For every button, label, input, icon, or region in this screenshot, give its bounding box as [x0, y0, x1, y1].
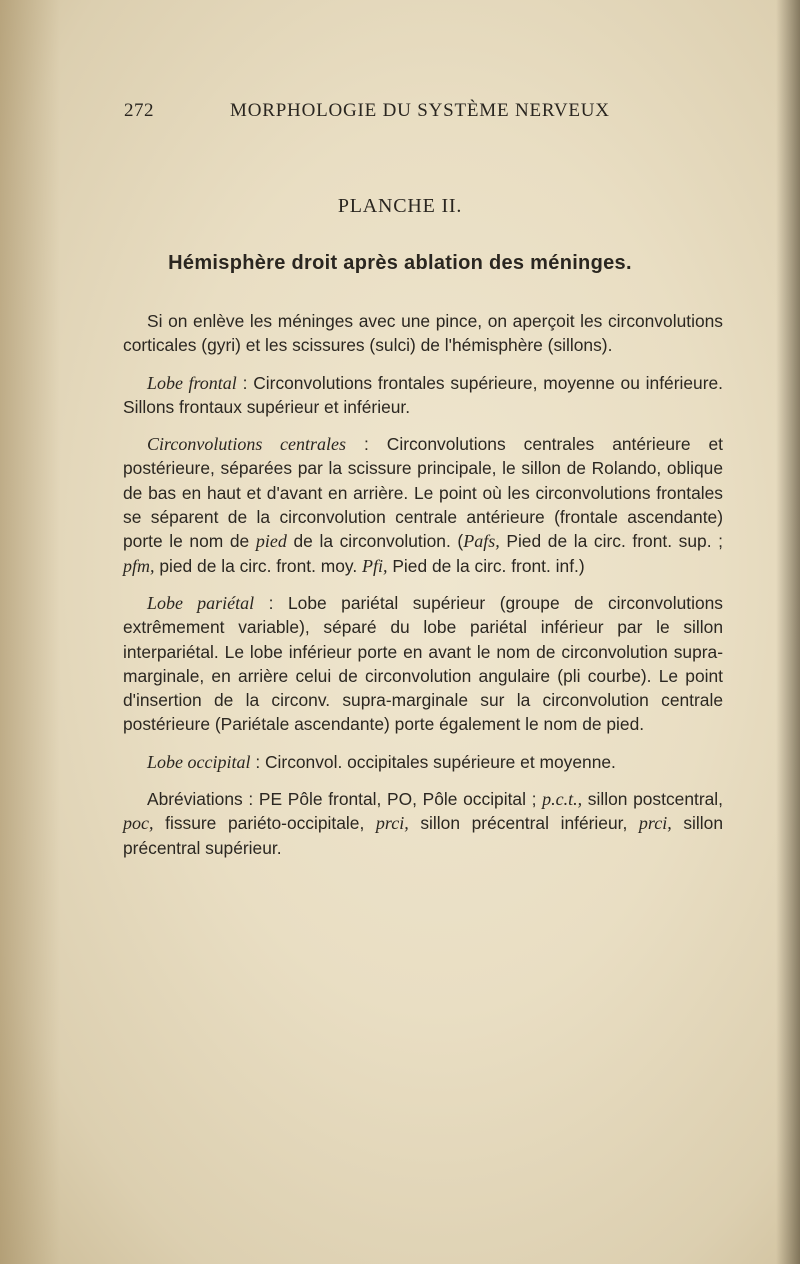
page-shadow-right	[776, 0, 800, 1264]
paragraph-occipital	[123, 750, 723, 774]
abbreviations-text-2: sillon postcentral,	[582, 789, 723, 810]
abbr-pied: pied	[255, 531, 287, 552]
abbr-pafs: Pafs,	[463, 531, 500, 552]
section-title: Hémisphère droit après ablation des méninges.	[168, 252, 632, 274]
term-lobe-occipital: Lobe occipital	[147, 751, 251, 772]
paragraph-frontal	[123, 371, 723, 420]
centrales-text-3: Pied de la circ. front. sup. ;	[499, 531, 723, 552]
term-circonvolutions-centrales: Circonvolutions centrales	[147, 434, 346, 455]
abbreviations-text-5: sillon précentral supérieur.	[123, 813, 723, 858]
centrales-text-1: : Circonvolutions centrales antérieure et postérieure, séparées par la scissure principale, le sillon de Rolando, oblique de bas en haut et d'avant en arrière. Le point où les circonvolutions frontales se séparent de la circonvolution centrale antérieure (frontale ascendante) porte le nom de	[123, 434, 723, 552]
paragraph-parietal	[123, 591, 723, 737]
abbr-pct: p.c.t.,	[542, 789, 583, 810]
abbr-prci-1: prci,	[375, 813, 409, 834]
abbreviations-text-3: fissure pariéto-occipitale,	[153, 813, 376, 834]
body-text	[123, 309, 723, 873]
centrales-text-4: pied de la circ. front. moy.	[154, 555, 362, 576]
abbreviations-text-4: sillon précentral inférieur,	[408, 813, 639, 834]
parietal-text: : Lobe pariétal supérieur (groupe de circonvolutions extrêmement variable), séparé du lobe pariétal inférieur par le sillon interpariétal. Le lobe inférieur porte en avant le nom de circonvolution supra-marginale, en arrière celui de circonvolution angulaire (pli courbe). Le point d'insertion de la circonv. supra-marginale sur la circonvolution centrale postérieure (Pariétale ascendante) porte également le nom de pied.	[123, 592, 723, 735]
abbr-prci-2: prci,	[638, 813, 672, 834]
centrales-text-2: de la circonvolution. (	[286, 531, 464, 552]
frontal-text: : Circonvolutions frontales supérieure, moyenne ou inférieure. Sillons frontaux supérieur et inférieur.	[123, 372, 724, 417]
page-number: 272	[124, 100, 154, 121]
paragraph-centrales	[123, 432, 723, 578]
term-lobe-frontal: Lobe frontal	[147, 372, 237, 393]
term-lobe-parietal: Lobe pariétal	[147, 592, 255, 613]
occipital-text: : Circonvol. occipitales supérieure et moyenne.	[250, 751, 616, 772]
running-title: MORPHOLOGIE DU SYSTÈME NERVEUX	[230, 100, 610, 121]
page-header	[124, 100, 724, 130]
abbreviations-text-1: Abréviations : PE Pôle frontal, PO, Pôle occipital ;	[147, 789, 543, 810]
abbr-pfm: pfm,	[123, 555, 155, 576]
page-shadow-left	[0, 0, 60, 1264]
paragraph-abbreviations	[123, 787, 723, 860]
paragraph-intro: Si on enlève les méninges avec une pince, on aperçoit les circonvolutions corticales (gyri) et les scissures (sulci) de l'hémisphère (sillons).	[123, 311, 723, 356]
abbr-poc: poc,	[123, 813, 154, 834]
abbr-pfi: Pfi,	[361, 555, 388, 576]
plate-title: PLANCHE II.	[337, 195, 463, 217]
centrales-text-5: Pied de la circ. front. inf.)	[387, 555, 585, 576]
